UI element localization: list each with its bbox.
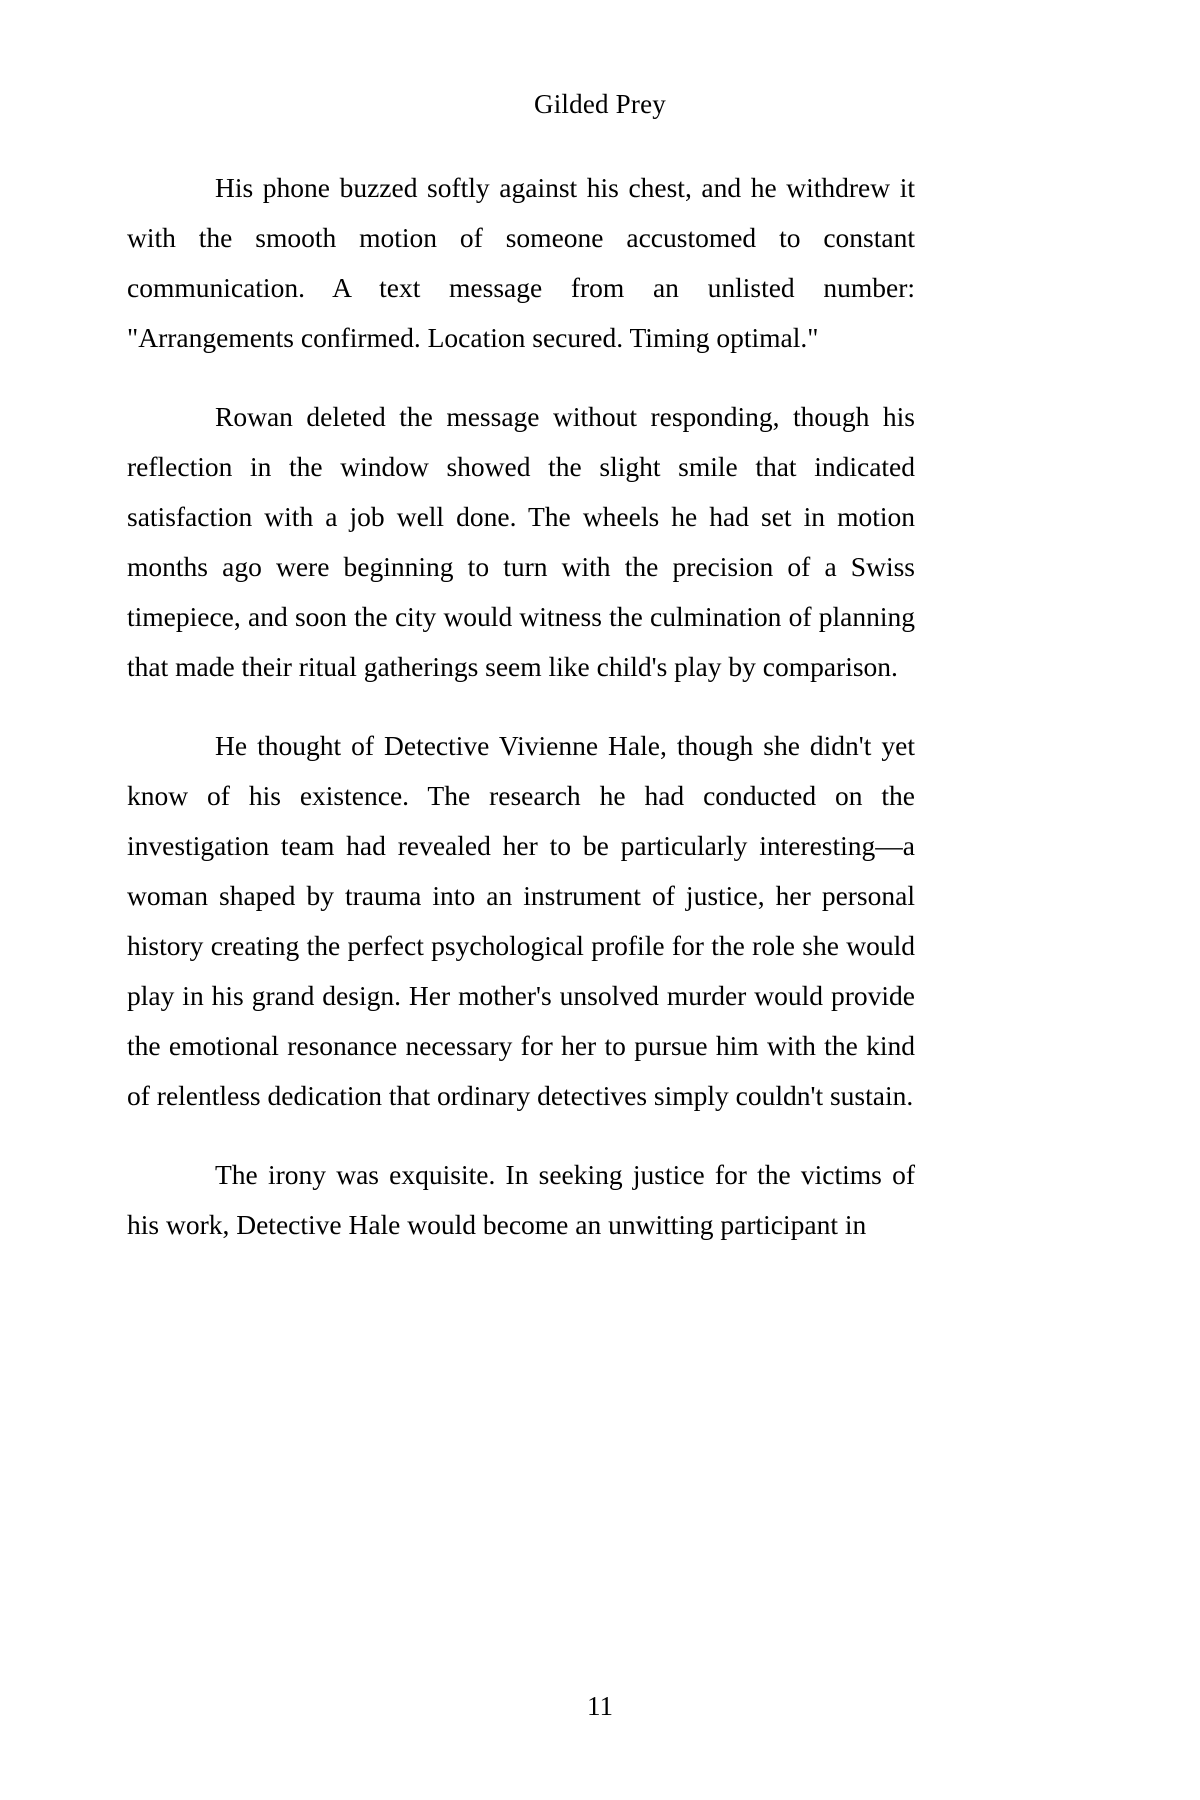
running-head: Gilded Prey	[534, 89, 666, 119]
page-body	[127, 163, 915, 1250]
body-paragraph: He thought of Detective Vivienne Hale, though she didn't yet know of his existence. The research he had conducted on the investigation team had revealed her to be particularly interesting—a woman shaped by trauma into an instrument of justice, her personal history creating the perfect psychological profile for the role she would play in his grand design. Her mother's unsolved murder would provide the emotional resonance necessary for her to pursue him with the kind of relentless dedication that ordinary detectives simply couldn't sustain.	[127, 730, 915, 1111]
body-paragraph: Rowan deleted the message without responding, though his reflection in the window showed the slight smile that indicated satisfaction with a job well done. The wheels he had set in motion months ago were beginning to turn with the precision of a Swiss timepiece, and soon the city would witness the culmination of planning that made their ritual gatherings seem like child's play by comparison.	[127, 401, 915, 682]
body-paragraph: His phone buzzed softly against his chest, and he withdrew it with the smooth motion of someone accustomed to constant communication. A text message from an unlisted number: "Arrangements confirmed. Location secured. Timing optimal."	[127, 172, 915, 353]
body-paragraph: The irony was exquisite. In seeking justice for the victims of his work, Detective Hale would become an unwitting participant in	[127, 1159, 915, 1240]
page-number: 11	[587, 1690, 613, 1721]
